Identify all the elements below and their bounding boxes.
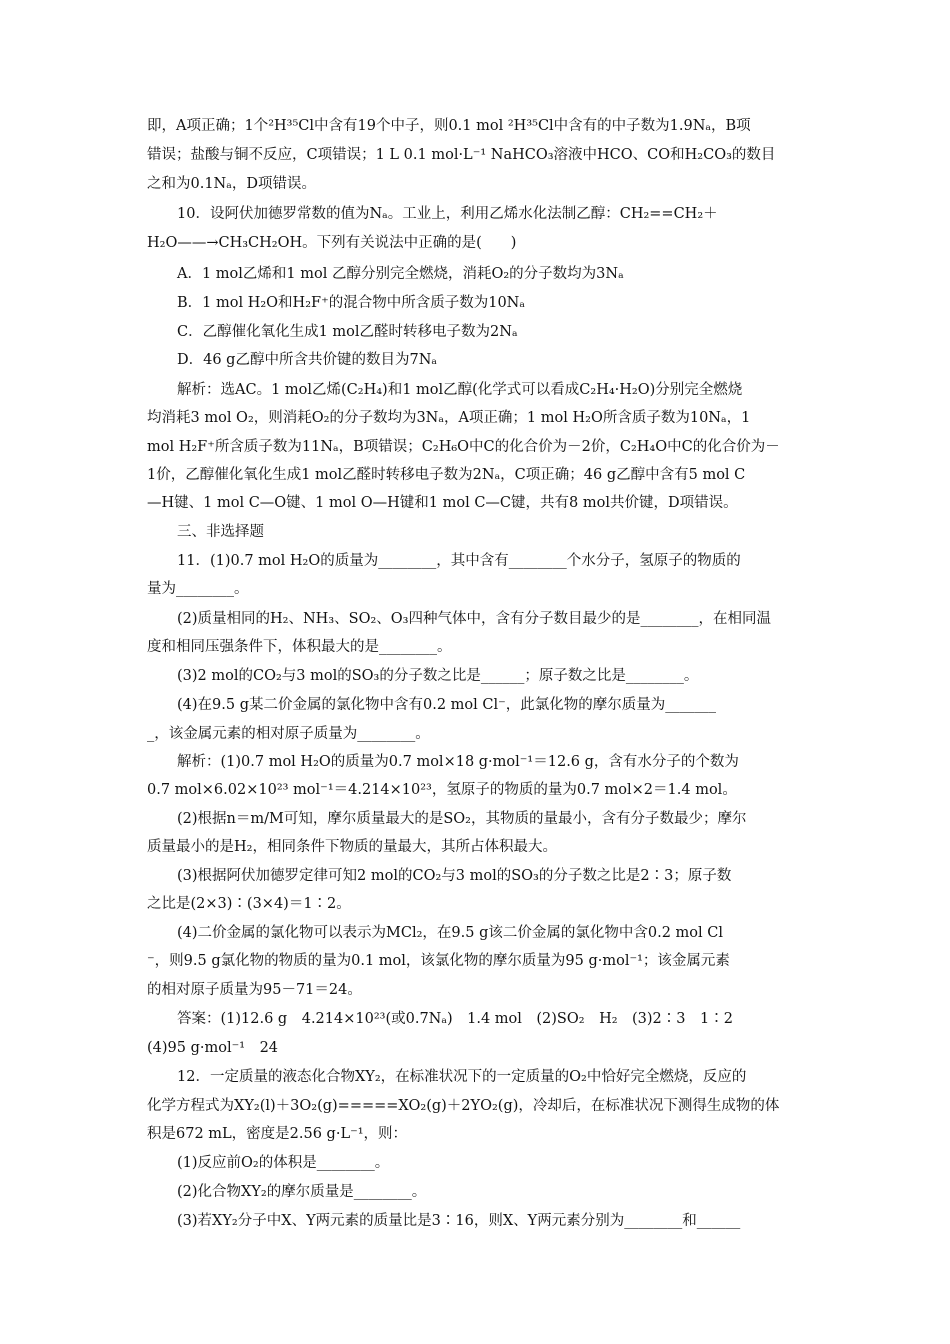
text-line: 即，A项正确；1个²H³⁵Cl中含有19个中子，则0.1 mol ²H³⁵Cl中含有的中子数为1.9Nₐ，B项	[147, 118, 751, 134]
text-line: 之比是(2×3)∶(3×4)＝1∶2。	[147, 896, 351, 912]
text-line: (3)2 mol的CO₂与3 mol的SO₃的分子数之比是______；原子数之比是________。	[177, 668, 699, 684]
text-line: 化学方程式为XY₂(l)＋3O₂(g)=====XO₂(g)＋2YO₂(g)，冷却后，在标准状况下测得生成物的体	[147, 1098, 780, 1114]
text-line: (4)二价金属的氯化物可以表示为MCl₂，在9.5 g该二价金属的氯化物中含0.2 mol Cl	[177, 925, 724, 941]
text-line: (2)质量相同的H₂、NH₃、SO₂、O₃四种气体中，含有分子数目最少的是________，在相同温	[177, 611, 771, 627]
text-line: (3)根据阿伏加德罗定律可知2 mol的CO₂与3 mol的SO₃的分子数之比是2∶3；原子数	[177, 868, 732, 884]
text-line: mol H₂F⁺所含质子数为11Nₐ，B项错误；C₂H₆O中C的化合价为－2价，C₂H₄O中C的化合价为－	[147, 439, 780, 455]
text-line: 0.7 mol×6.02×10²³ mol⁻¹＝4.214×10²³，氢原子的物质的量为0.7 mol×2＝1.4 mol。	[147, 782, 737, 798]
text-line: (4)在9.5 g某二价金属的氯化物中含有0.2 mol Cl⁻，此氯化物的摩尔质量为_______	[177, 697, 717, 713]
text-line: 解析：(1)0.7 mol H₂O的质量为0.7 mol×18 g·mol⁻¹＝12.6 g，含有水分子的个数为	[177, 754, 739, 770]
text-line: (2)根据n＝m/M可知，摩尔质量最大的是SO₂，其物质的量最小，含有分子数最少；摩尔	[177, 811, 747, 827]
text-line: (1)反应前O₂的体积是________。	[177, 1155, 390, 1171]
text-line: 积是672 mL，密度是2.56 g·L⁻¹，则：	[147, 1126, 408, 1142]
text-line: 之和为0.1Nₐ，D项错误。	[147, 176, 316, 192]
text-line: 错误；盐酸与铜不反应，C项错误；1 L 0.1 mol·L⁻¹ NaHCO₃溶液中HCO、CO和H₂CO₃的数目	[147, 147, 776, 163]
text-line: B．1 mol H₂O和H₂F⁺的混合物中所含质子数为10Nₐ	[177, 295, 525, 311]
text-line: (4)95 g·mol⁻¹ 24	[147, 1040, 279, 1056]
text-line: _，该金属元素的相对原子质量为________。	[147, 726, 430, 742]
text-line: 三、非选择题	[177, 524, 264, 540]
text-line: 10．设阿伏加德罗常数的值为Nₐ。工业上，利用乙烯水化法制乙醇：CH₂==CH₂＋	[177, 206, 718, 222]
text-line: H₂O——→CH₃CH₂OH。下列有关说法中正确的是( )	[147, 235, 517, 251]
text-line: 1价，乙醇催化氧化生成1 mol乙醛时转移电子数为2Nₐ，C项正确；46 g乙醇中含有5 mol C	[147, 467, 746, 483]
text-line: 的相对原子质量为95－71＝24。	[147, 982, 362, 998]
text-line: 11．(1)0.7 mol H₂O的质量为________，其中含有________个水分子，氢原子的物质的	[177, 553, 741, 569]
text-line: (3)若XY₂分子中X、Y两元素的质量比是3∶16，则X、Y两元素分别为________和______	[177, 1213, 741, 1229]
text-line: 量为________。	[147, 581, 249, 597]
text-line: —H键、1 mol C—O键、1 mol O—H键和1 mol C—C键，共有8 mol共价键，D项错误。	[147, 495, 738, 511]
text-line: 12．一定质量的液态化合物XY₂，在标准状况下的一定质量的O₂中恰好完全燃烧，反应的	[177, 1069, 747, 1085]
text-line: C．乙醇催化氧化生成1 mol乙醛时转移电子数为2Nₐ	[177, 324, 518, 340]
text-line: 度和相同压强条件下，体积最大的是________。	[147, 639, 452, 655]
text-line: A．1 mol乙烯和1 mol 乙醇分别完全燃烧，消耗O₂的分子数均为3Nₐ	[177, 266, 624, 282]
text-line: ⁻，则9.5 g氯化物的物质的量为0.1 mol，该氯化物的摩尔质量为95 g·mol⁻¹；该金属元素	[147, 953, 730, 969]
text-line: 均消耗3 mol O₂，则消耗O₂的分子数均为3Nₐ，A项正确；1 mol H₂O所含质子数为10Nₐ，1	[147, 410, 751, 426]
text-line: 解析：选AC。1 mol乙烯(C₂H₄)和1 mol乙醇(化学式可以看成C₂H₄·H₂O)分别完全燃烧	[177, 382, 743, 398]
text-line: 质量最小的是H₂，相同条件下物质的量最大，其所占体积最大。	[147, 839, 557, 855]
text-line: (2)化合物XY₂的摩尔质量是________。	[177, 1184, 427, 1200]
text-line: 答案：(1)12.6 g 4.214×10²³(或0.7Nₐ) 1.4 mol (2)SO₂ H₂ (3)2∶3 1∶2	[177, 1011, 733, 1027]
text-line: D．46 g乙醇中所含共价键的数目为7Nₐ	[177, 352, 437, 368]
